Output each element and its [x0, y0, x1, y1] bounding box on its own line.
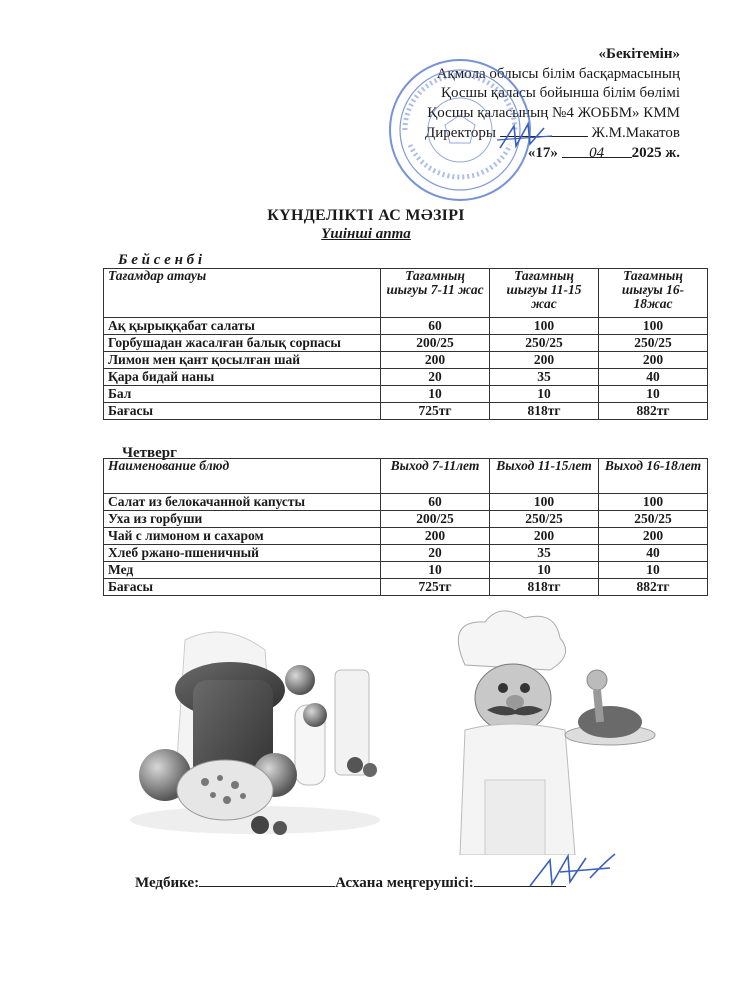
header-dish-name: Тағамдар атауы: [104, 269, 381, 318]
portion-11-15: 100: [490, 494, 599, 511]
table-header-row: [104, 459, 708, 494]
menu-table-ru: [103, 458, 708, 596]
portion-11-15: 200: [490, 352, 599, 369]
portion-7-11: 200: [381, 352, 490, 369]
table-row: [104, 545, 708, 562]
table-header-row: [104, 269, 708, 318]
portion-16-18: 40: [599, 545, 708, 562]
price-16-18: 882тг: [599, 403, 708, 420]
portion-7-11: 200: [381, 528, 490, 545]
header-age-16-18: Тағамның шығуы 16-18жас: [599, 269, 708, 318]
dish-name: Қара бидай наны: [104, 369, 381, 386]
menu-heading: [0, 207, 732, 243]
header-age-11-15: Выход 11-15лет: [490, 459, 599, 494]
price-7-11: 725тг: [381, 579, 490, 596]
approval-line-3: Қосшы қаласының №4 ЖОББМ» КММ: [427, 104, 680, 121]
approval-title: «Бекітемін»: [598, 46, 680, 62]
table-row: [104, 494, 708, 511]
dish-name: Лимон мен қант қосылған шай: [104, 352, 381, 369]
portion-16-18: 10: [599, 386, 708, 403]
menu-title: КҮНДЕЛІКТІ АС МӘЗІРІ: [267, 207, 465, 224]
portion-11-15: 35: [490, 369, 599, 386]
dish-name: Мед: [104, 562, 381, 579]
header-age-11-15: Тағамның шығуы 11-15 жас: [490, 269, 599, 318]
portion-16-18: 250/25: [599, 335, 708, 352]
header-age-7-11: Выход 7-11лет: [381, 459, 490, 494]
approval-line-1: Ақмола облысы білім басқармасының: [436, 65, 680, 82]
portion-16-18: 200: [599, 352, 708, 369]
price-row: [104, 579, 708, 596]
price-11-15: 818тг: [490, 579, 599, 596]
date-day: «17»: [527, 144, 558, 161]
dish-name: Салат из белокачанной капусты: [104, 494, 381, 511]
portion-7-11: 200/25: [381, 511, 490, 528]
portion-7-11: 200/25: [381, 335, 490, 352]
portion-7-11: 10: [381, 386, 490, 403]
dish-name: Уха из горбуши: [104, 511, 381, 528]
day-label-thursday-ru: Четверг: [122, 445, 177, 461]
table-row: [104, 528, 708, 545]
portion-7-11: 20: [381, 369, 490, 386]
nurse-signature-line: [199, 873, 335, 887]
portion-7-11: 60: [381, 318, 490, 335]
table-row: [104, 352, 708, 369]
price-row: [104, 403, 708, 420]
date-year: 2025 ж.: [631, 144, 680, 161]
dish-name: Ақ қырыққабат салаты: [104, 318, 381, 335]
director-signature: [492, 118, 562, 158]
price-16-18: 882тг: [599, 579, 708, 596]
chef-label: Асхана меңгерушісі:: [335, 875, 474, 891]
nurse-label: Медбике:: [135, 875, 200, 891]
dish-name: Чай с лимоном и сахаром: [104, 528, 381, 545]
portion-16-18: 200: [599, 528, 708, 545]
table-row: [104, 335, 708, 352]
portion-11-15: 250/25: [490, 335, 599, 352]
table-row: [104, 369, 708, 386]
portion-16-18: 100: [599, 318, 708, 335]
table-row: [104, 386, 708, 403]
dish-name: Бал: [104, 386, 381, 403]
day-label-thursday-kz: Б е й с е н б і: [118, 252, 203, 268]
portion-11-15: 35: [490, 545, 599, 562]
portion-7-11: 20: [381, 545, 490, 562]
portion-11-15: 100: [490, 318, 599, 335]
menu-subtitle: Үшінші апта: [321, 226, 411, 242]
portion-16-18: 40: [599, 369, 708, 386]
dish-name: Хлеб ржано-пшеничный: [104, 545, 381, 562]
portion-11-15: 10: [490, 386, 599, 403]
chef-signature: [520, 848, 630, 898]
portion-16-18: 10: [599, 562, 708, 579]
portion-16-18: 100: [599, 494, 708, 511]
portion-7-11: 10: [381, 562, 490, 579]
menu-table-kz: [103, 268, 708, 420]
table-row: [104, 511, 708, 528]
price-7-11: 725тг: [381, 403, 490, 420]
portion-7-11: 60: [381, 494, 490, 511]
price-label: Бағасы: [104, 579, 381, 596]
food-still-life: [130, 632, 380, 835]
price-label: Бағасы: [104, 403, 381, 420]
chef-figure: [458, 611, 655, 855]
header-age-16-18: Выход 16-18лет: [599, 459, 708, 494]
price-11-15: 818тг: [490, 403, 599, 420]
table-row: [104, 318, 708, 335]
portion-11-15: 10: [490, 562, 599, 579]
director-name: Ж.М.Макатов: [591, 125, 680, 141]
approval-line-2: Қосшы қаласы бойынша білім бөлімі: [441, 85, 680, 101]
food-and-chef-illustration: [125, 610, 670, 855]
director-label: Директоры: [425, 125, 496, 141]
dish-name: Горбушадан жасалған балық сорпасы: [104, 335, 381, 352]
header-dish-name: Наименование блюд: [104, 459, 381, 494]
header-age-7-11: Тағамның шығуы 7-11 жас: [381, 269, 490, 318]
footer-signatures: [135, 873, 566, 892]
portion-16-18: 250/25: [599, 511, 708, 528]
table-row: [104, 562, 708, 579]
date-month: 04: [562, 144, 632, 158]
portion-11-15: 250/25: [490, 511, 599, 528]
portion-11-15: 200: [490, 528, 599, 545]
